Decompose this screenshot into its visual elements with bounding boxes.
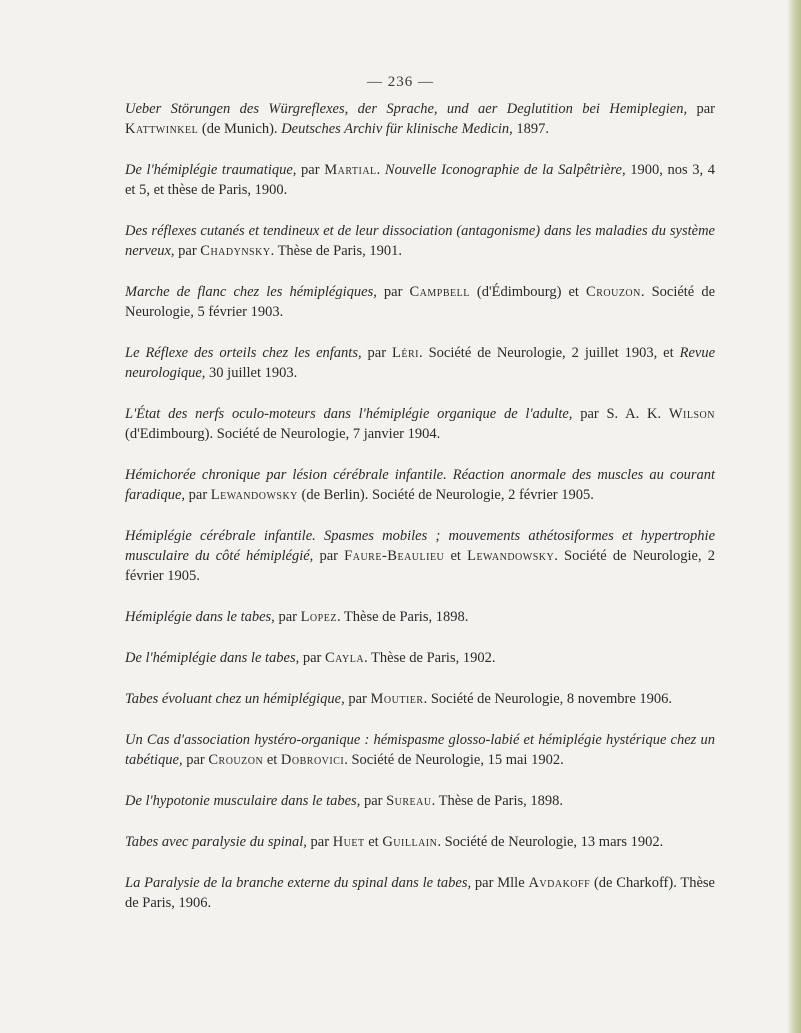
entry-text: . (376, 162, 385, 178)
page-edge (787, 0, 801, 1033)
entry-journal: Nouvelle Iconographie de la Salpêtrière, (384, 162, 626, 178)
bibliography-entry (125, 343, 715, 383)
entry-author: Kattwinkel (125, 121, 199, 137)
entry-text: (de Berlin). Société de Neurologie, 2 février 1905. (297, 487, 594, 503)
entry-text: (d'Edimbourg). Société de Neurologie, 7 janvier 1904. (125, 426, 441, 442)
entry-text: par (360, 793, 387, 809)
entry-title: Hémiplégie dans le tabes, (125, 609, 275, 625)
entry-text: . Société de Neurologie, 5 février 1903. (125, 284, 716, 320)
bibliography-entry (125, 99, 715, 139)
entry-author: Cayla (325, 650, 365, 666)
entry-text: . Thèse de Paris, 1898. (431, 793, 564, 809)
entry-text: par (174, 243, 201, 259)
entry-text: . Société de Neurologie, 2 février 1905. (125, 548, 716, 584)
entry-text: 30 juillet 1903. (205, 365, 298, 381)
bibliography-entry (125, 160, 715, 200)
entry-text: par (376, 284, 410, 300)
entry-text: par (306, 834, 333, 850)
entry-journal: Deutsches Archiv für klinische Medicin, (281, 121, 513, 137)
entry-text: par (344, 691, 371, 707)
entry-text: 1900, nos 3, 4 et 5, et thèse de Paris, 1900. (125, 162, 716, 198)
entry-text: par (361, 345, 393, 361)
entry-text: et (364, 834, 383, 850)
bibliography-entry (125, 607, 715, 627)
entry-author: Wilson (668, 406, 715, 422)
bibliography-entry (125, 791, 715, 811)
bibliography-entry (125, 282, 715, 322)
entry-title: Hémichorée chronique par lésion cérébrale infantile. Réaction anormale des muscles au courant faradique, (125, 467, 715, 503)
entry-journal: Revue neurologique, (125, 345, 716, 381)
page-number: — 236 — (367, 74, 434, 90)
entry-text: . Société de Neurologie, 2 juillet 1903, et (419, 345, 680, 361)
bibliography-entry (125, 526, 715, 586)
bibliography-entry (125, 404, 715, 444)
entry-author: Lewandowsky (210, 487, 298, 503)
entry-title: Tabes évoluant chez un hémiplégique, (125, 691, 345, 707)
entry-author: Faure-Beaulieu (344, 548, 445, 564)
bibliography-list (125, 99, 715, 913)
entry-title: De l'hémiplégie dans le tabes, (125, 650, 300, 666)
entry-author: Sureau (386, 793, 432, 809)
entry-text: par (687, 101, 715, 117)
entry-title: De l'hypotonie musculaire dans le tabes, (125, 793, 361, 809)
bibliography-entry (125, 832, 715, 852)
bibliography-entry (125, 689, 715, 709)
entry-text: et (444, 548, 468, 564)
entry-text: par Mlle (471, 875, 529, 891)
entry-title: Le Réflexe des orteils chez les enfants, (125, 345, 362, 361)
entry-author: Dobrovici (280, 752, 345, 768)
entry-title: Marche de flanc chez les hémiplégiques, (125, 284, 377, 300)
bibliography-entry (125, 730, 715, 770)
entry-text: par (182, 752, 209, 768)
entry-title: Tabes avec paralysie du spinal, (125, 834, 307, 850)
entry-text: . Société de Neurologie, 8 novembre 1906. (423, 691, 673, 707)
bibliography-entry (125, 873, 715, 913)
entry-text: (de Charkoff). Thèse de Paris, 1906. (125, 875, 715, 911)
entry-text: (d'Édimbourg) et (469, 284, 587, 300)
entry-title: Des réflexes cutanés et tendineux et de leur dissociation (antagonisme) dans les maladies du système nerveux, (125, 223, 715, 259)
entry-author: Guillain (382, 834, 438, 850)
bibliography-entry (125, 465, 715, 505)
entry-text: . Société de Neurologie, 15 mai 1902. (344, 752, 564, 768)
entry-text: . Thèse de Paris, 1901. (270, 243, 402, 259)
entry-text: par (296, 162, 325, 178)
entry-text: par (274, 609, 301, 625)
entry-author: Moutier (370, 691, 424, 707)
entry-author: Crouzon (586, 284, 641, 300)
entry-text: et (263, 752, 281, 768)
entry-title: Hémiplégie cérébrale infantile. Spasmes mobiles ; mouvements athétosiformes et hypertrophie musculaire du côté hémiplégié, (125, 528, 715, 564)
entry-author: Crouzon (208, 752, 264, 768)
entry-author: Martial (324, 162, 377, 178)
entry-text: . Thèse de Paris, 1898. (336, 609, 469, 625)
entry-text: 1897. (512, 121, 549, 137)
entry-text: . Thèse de Paris, 1902. (364, 650, 496, 666)
entry-text: (de Munich). (198, 121, 282, 137)
entry-author: Avdakoff (528, 875, 591, 891)
entry-text: par (313, 548, 345, 564)
entry-title: La Paralysie de la branche externe du spinal dans le tabes, (125, 875, 472, 891)
entry-title: L'État des nerfs oculo-moteurs dans l'hémiplégie organique de l'adulte, (125, 406, 573, 422)
entry-author: Lewandowsky (467, 548, 555, 564)
entry-title: De l'hémiplégie traumatique, (125, 162, 297, 178)
entry-author: Campbell (409, 284, 470, 300)
entry-title: Ueber Störungen des Würgreflexes, der Sprache, und aer Deglutition bei Hemiplegien, (125, 101, 688, 117)
entry-author: Chadynsky (200, 243, 271, 259)
entry-text: par S. A. K. (572, 406, 669, 422)
entry-text: par (299, 650, 326, 666)
bibliography-entry (125, 221, 715, 261)
entry-author: Lopez (300, 609, 337, 625)
entry-author: Huet (332, 834, 365, 850)
entry-text: par (185, 487, 211, 503)
entry-title: Un Cas d'association hystéro-organique : hémispasme glosso-labié et hémiplégie hystérique chez un tabétique, (125, 732, 715, 768)
entry-author: Léri (392, 345, 419, 361)
entry-text: . Société de Neurologie, 13 mars 1902. (437, 834, 664, 850)
bibliography-entry (125, 648, 715, 668)
